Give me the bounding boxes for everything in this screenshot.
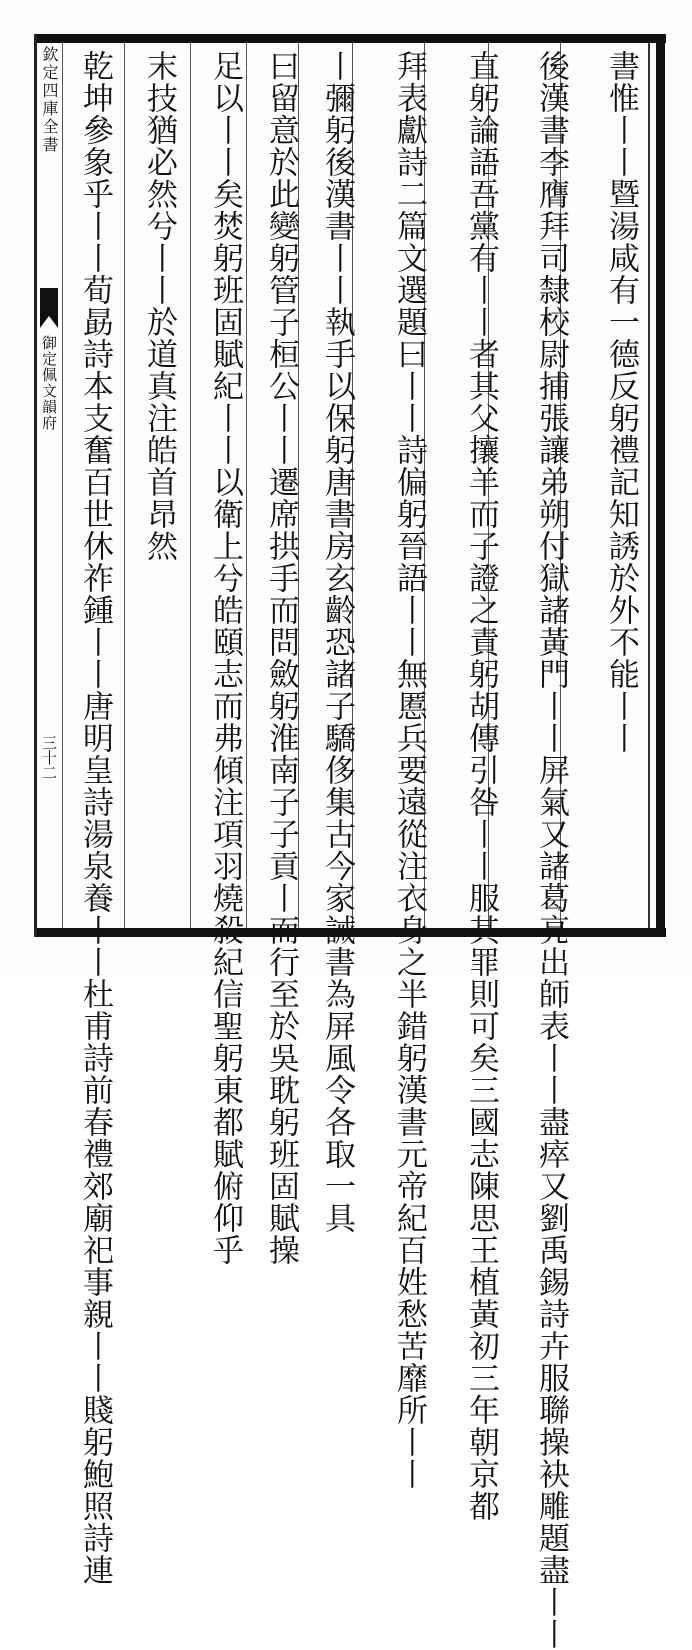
text-column-9: 乾坤參象乎丨丨荀勗詩本支奮百世休祚鍾丨丨唐明皇詩湯泉養丨丨杜甫詩前春禮郊廟祀事親丨丨賤躬鮑照詩連 bbox=[77, 50, 113, 1586]
text-column-6: 曰留意於此變躬管子桓公丨丨遷席拱手而問斂躬淮南子子貢丨而行至於吳耽躬班固賦操 bbox=[263, 50, 299, 1266]
frame-right-inner-line bbox=[648, 43, 650, 928]
text-column-7: 足以丨丨矣焚躬班固賦紀丨丨以衛上兮皓頤志而弗傾注項羽燒殺紀信聖躬東都賦俯仰乎 bbox=[207, 50, 243, 1266]
text-column-1: 書惟丨丨暨湯咸有一德反躬禮記知誘於外不能丨丨 bbox=[603, 50, 639, 754]
text-column-5: 丨彌躬後漢書丨丨執手以保躬唐書房玄齡恐諸子驕侈集古今家誡書為屏風令各取一具 bbox=[319, 50, 355, 1234]
text-column-4: 拜表獻詩二篇文選題曰丨丨詩偏躬晉語丨丨無慝兵要遠從注衣身之半錯躬漢書元帝紀百姓愁苦靡所丨丨 bbox=[391, 50, 427, 1490]
column-rule bbox=[190, 43, 191, 928]
frame-left-border bbox=[34, 34, 37, 937]
margin-book-title: 御定佩文韻府 bbox=[40, 335, 58, 431]
text-column-8: 末技猶必然兮丨丨於道真注皓首昂然 bbox=[141, 50, 177, 562]
column-rule bbox=[62, 43, 63, 928]
text-column-3: 直躬論語吾黨有丨丨者其父攘羊而子證之責躬胡傳引咎丨丨服其罪則可矣三國志陳思王植黃初三年朝京都 bbox=[463, 50, 499, 1522]
frame-top-border bbox=[34, 34, 666, 43]
margin-header: 欽定四庫全書 bbox=[40, 46, 59, 154]
column-rule bbox=[124, 43, 125, 928]
page-number: 三十二 bbox=[40, 735, 58, 780]
frame-right-border bbox=[656, 34, 665, 937]
text-column-2: 後漢書李膺拜司隸校尉捕張讓弟朔付獄諸黃門丨丨屏氣又諸葛亮出師表丨丨盡瘁又劉禹錫詩卉服聯操袂雕題盡丨丨 bbox=[533, 50, 569, 1650]
